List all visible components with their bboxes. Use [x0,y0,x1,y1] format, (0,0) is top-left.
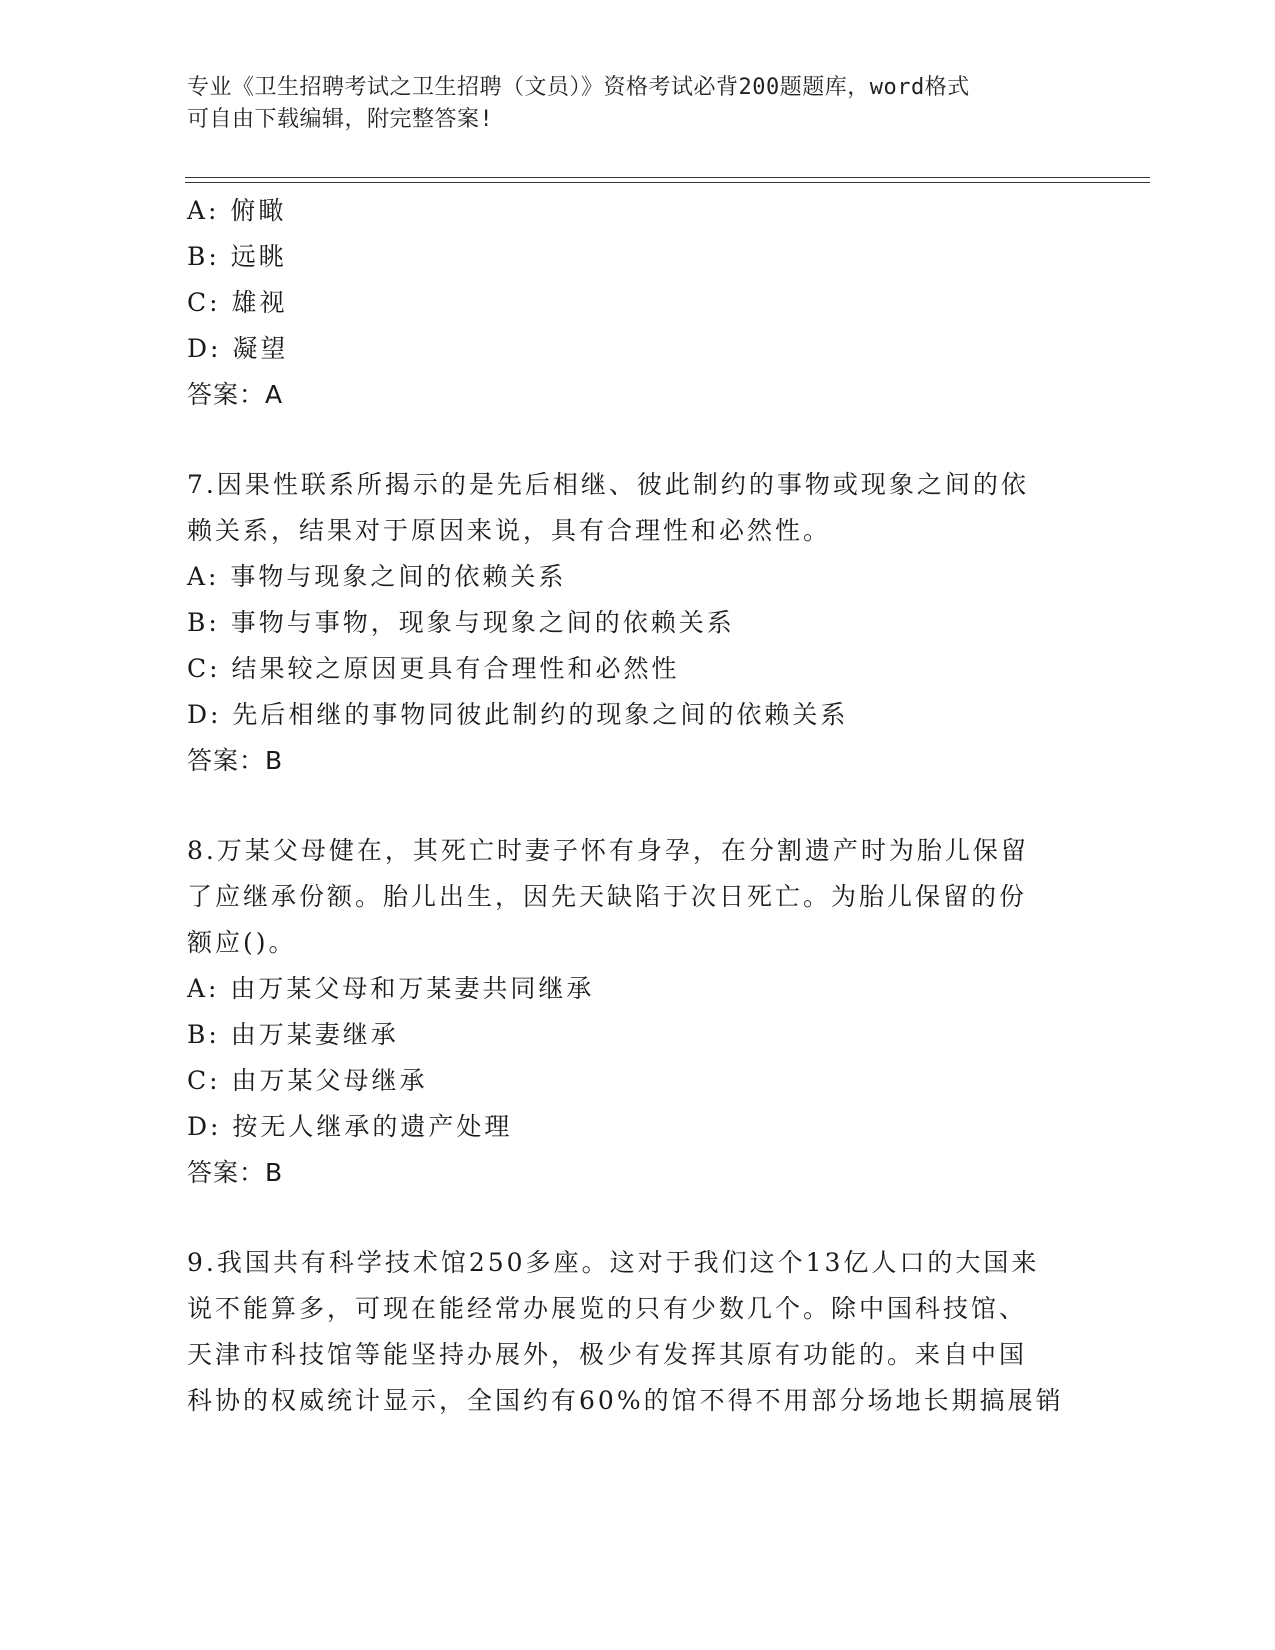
header-divider-top [185,177,1150,178]
question-text-line: 额应()。 [187,928,297,957]
header-line-2: 可自由下载编辑，附完整答案! [187,107,494,132]
question-text-line: 科协的权威统计显示，全国约有60%的馆不得不用部分场地长期搞展销 [187,1386,1064,1415]
spacer [187,784,1087,828]
question-text-line: 天津市科技馆等能坚持办展外，极少有发挥其原有功能的。来自中国 [187,1340,1028,1369]
header-divider-bottom [185,182,1150,183]
question-text-line: 8.万某父母健在，其死亡时妻子怀有身孕，在分割遗产时为胎儿保留 [187,836,1029,865]
question-7 [187,462,1087,784]
spacer [187,418,1087,462]
question-6 [187,188,1087,418]
option-a: A: 由万某父母和万某妻共同继承 [187,974,595,1003]
option-c: C: 雄视 [187,288,288,317]
option-c: C: 由万某父母继承 [187,1066,428,1095]
header-line-1: 专业《卫生招聘考试之卫生招聘（文员）》资格考试必背200题题库，word格式 [187,75,970,100]
option-d: D: 先后相继的事物同彼此制约的现象之间的依赖关系 [187,700,849,729]
spacer [187,1196,1087,1240]
question-text-line: 7.因果性联系所揭示的是先后相继、彼此制约的事物或现象之间的依 [187,470,1029,499]
document-header [187,72,1087,136]
option-b: B: 远眺 [187,242,287,271]
option-d: D: 凝望 [187,334,289,363]
option-a: A: 俯瞰 [187,196,287,225]
option-b: B: 由万某妻继承 [187,1020,399,1049]
document-body [187,188,1087,1424]
question-text-line: 了应继承份额。胎儿出生，因先天缺陷于次日死亡。为胎儿保留的份 [187,882,1028,911]
question-9 [187,1240,1087,1424]
answer-line: 答案：B [187,1158,284,1187]
question-8 [187,828,1087,1196]
option-a: A: 事物与现象之间的依赖关系 [187,562,567,591]
option-d: D: 按无人继承的遗产处理 [187,1112,513,1141]
answer-line: 答案：B [187,746,284,775]
question-text-line: 赖关系，结果对于原因来说，具有合理性和必然性。 [187,516,832,545]
option-b: B: 事物与事物，现象与现象之间的依赖关系 [187,608,735,637]
option-c: C: 结果较之原因更具有合理性和必然性 [187,654,680,683]
question-text-line: 9.我国共有科学技术馆250多座。这对于我们这个13亿人口的大国来 [187,1248,1040,1277]
answer-line: 答案：A [187,380,284,409]
question-text-line: 说不能算多，可现在能经常办展览的只有少数几个。除中国科技馆、 [187,1294,1028,1323]
